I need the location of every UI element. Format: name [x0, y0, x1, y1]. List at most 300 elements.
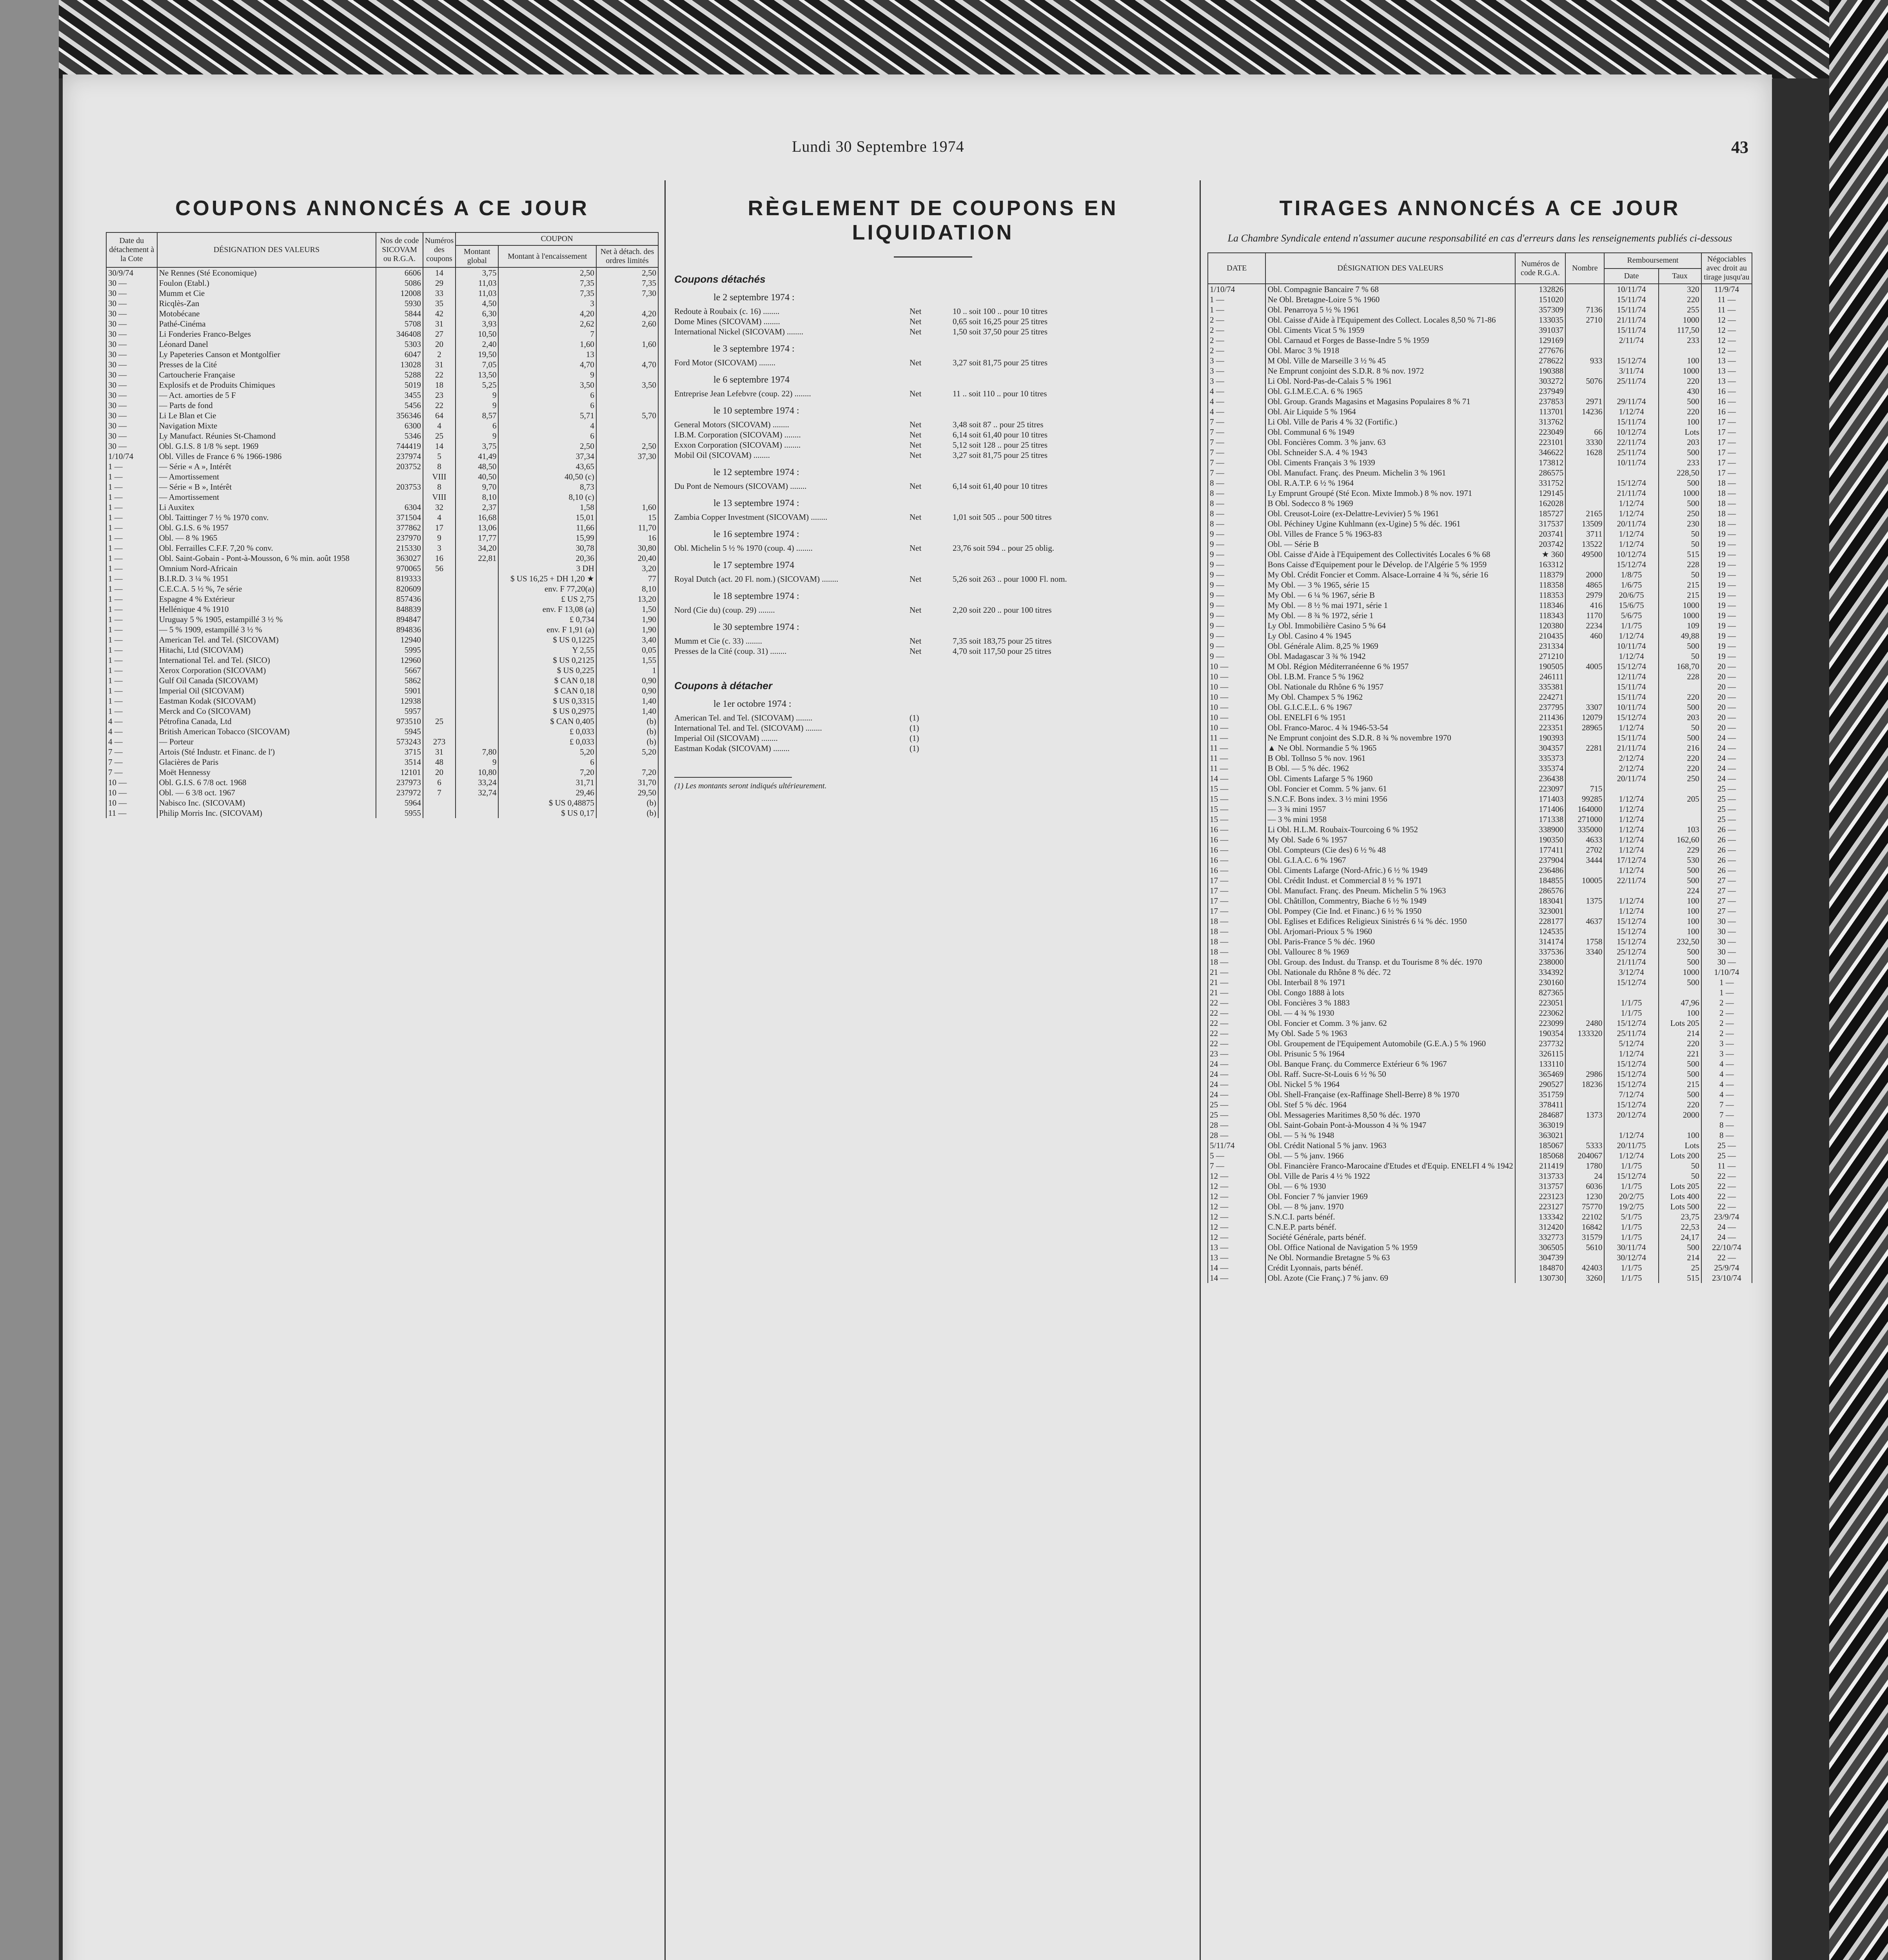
cell-taux: 168,70	[1659, 661, 1701, 671]
table-row	[1208, 1171, 1752, 1181]
cell-net: 3,50	[596, 380, 658, 390]
cell-net	[596, 400, 658, 410]
cell-date: 30 —	[106, 400, 157, 410]
cell-coupon-number: 16	[423, 553, 456, 563]
cell-code: 331752	[1515, 478, 1565, 488]
table-row	[106, 410, 658, 421]
cell-designation: B Obl. Sodecco 8 % 1969	[1265, 498, 1515, 508]
cell-encaissement: 5,20	[498, 747, 596, 757]
table-row	[1208, 743, 1752, 753]
item-amount: 6,14 soit 61,40 pour 10 titres	[953, 481, 1048, 491]
cell-designation: — Act. amorties de 5 F	[157, 390, 376, 400]
table-row	[1208, 1018, 1752, 1028]
cell-remb-date: 1/12/74	[1604, 722, 1658, 733]
table-row	[1208, 356, 1752, 366]
header-code: Nos de code SICOVAM ou R.G.A.	[376, 232, 423, 267]
cell-global: 3,75	[456, 441, 498, 451]
table-row	[1208, 1151, 1752, 1161]
group-date: le 6 septembre 1974	[713, 375, 790, 385]
table-row	[1208, 814, 1752, 824]
cell-encaissement: 9	[498, 370, 596, 380]
cell-designation: — Amortissement	[157, 492, 376, 502]
cell-designation: Hellénique 4 % 1910	[157, 604, 376, 614]
cell-code: 6606	[376, 267, 423, 278]
cell-negociables: 19 —	[1701, 610, 1752, 621]
cell-negociables: 1 —	[1701, 987, 1752, 998]
cell-taux: 500	[1659, 1089, 1701, 1100]
cell-negociables: 17 —	[1701, 437, 1752, 447]
cell-designation: Ne Obl. Bretagne-Loire 5 % 1960	[1265, 294, 1515, 305]
tirages-body	[1208, 284, 1752, 1283]
table-row	[1208, 651, 1752, 661]
cell-date: 18 —	[1208, 947, 1265, 957]
table-row	[1208, 835, 1752, 845]
cell-code: 13028	[376, 359, 423, 370]
cell-taux: 500	[1659, 875, 1701, 886]
cell-designation: Obl. Nickel 5 % 1964	[1265, 1079, 1515, 1089]
cell-negociables: 13 —	[1701, 376, 1752, 386]
cell-net	[596, 461, 658, 472]
cell-taux: 228	[1659, 671, 1701, 682]
cell-taux: 220	[1659, 294, 1701, 305]
table-row	[1208, 1110, 1752, 1120]
cell-negociables: 19 —	[1701, 641, 1752, 651]
cell-remb-date: 10/12/74	[1604, 549, 1658, 559]
cell-code: 223127	[1515, 1201, 1565, 1212]
cell-global	[456, 584, 498, 594]
cell-date: 1/10/74	[1208, 284, 1265, 294]
table-row	[106, 573, 658, 584]
list-item	[674, 388, 1192, 399]
item-name: Nord (Cie du) (coup. 29) ........	[674, 605, 775, 615]
cell-net: 15	[596, 512, 658, 523]
table-row	[1208, 661, 1752, 671]
cell-remb-date: 29/11/74	[1604, 396, 1658, 407]
cell-designation: International Tel. and Tel. (SICO)	[157, 655, 376, 665]
cell-coupon-number	[423, 635, 456, 645]
cell-date: 30 —	[106, 349, 157, 359]
cell-designation: Bons Caisse d'Equipement pour le Dévelop. de l'Algérie 5 % 1959	[1265, 559, 1515, 570]
cell-designation: B Obl. — 5 % déc. 1962	[1265, 763, 1515, 773]
cell-date: 30 —	[106, 359, 157, 370]
cell-designation: Ricqlès-Zan	[157, 298, 376, 309]
cell-taux: 100	[1659, 906, 1701, 916]
cell-code: 211436	[1515, 712, 1565, 722]
cell-nombre: 1375	[1565, 896, 1604, 906]
cell-nombre: 204067	[1565, 1151, 1604, 1161]
item-net: Net	[910, 317, 922, 326]
table-row	[106, 798, 658, 808]
cell-designation: My Obl. Sade 5 % 1963	[1265, 1028, 1515, 1038]
cell-encaissement: £ 0,033	[498, 737, 596, 747]
cell-encaissement: 1,58	[498, 502, 596, 512]
cell-negociables: 11/9/74	[1701, 284, 1752, 294]
cell-global: 7,05	[456, 359, 498, 370]
cell-date: 28 —	[1208, 1130, 1265, 1140]
cell-designation: Obl. Banque Franç. du Commerce Extérieur 6 % 1967	[1265, 1059, 1515, 1069]
coupons-column	[106, 180, 659, 1960]
cell-date: 11 —	[1208, 733, 1265, 743]
cell-taux: 215	[1659, 580, 1701, 590]
cell-date: 22 —	[1208, 1018, 1265, 1028]
cell-code: 278622	[1515, 356, 1565, 366]
cell-net: 2,50	[596, 441, 658, 451]
table-row	[1208, 1089, 1752, 1100]
cell-date: 1 —	[106, 502, 157, 512]
cell-negociables: 25 —	[1701, 804, 1752, 814]
cell-date: 1 —	[106, 686, 157, 696]
cell-date: 18 —	[1208, 936, 1265, 947]
table-row	[1208, 1008, 1752, 1018]
cell-designation: My Obl. — 6 ¼ % 1967, série B	[1265, 590, 1515, 600]
cell-remb-date: 15/12/74	[1604, 1069, 1658, 1079]
cell-date: 9 —	[1208, 631, 1265, 641]
item-net: Net	[910, 389, 922, 398]
cell-negociables: 16 —	[1701, 396, 1752, 407]
cell-date: 12 —	[1208, 1191, 1265, 1201]
group-date: le 2 septembre 1974 :	[713, 292, 795, 303]
cell-code: 130730	[1515, 1273, 1565, 1283]
cell-net: 0,90	[596, 686, 658, 696]
cell-net	[596, 472, 658, 482]
cell-date: 11 —	[1208, 743, 1265, 753]
cell-encaissement: 6	[498, 390, 596, 400]
cell-coupon-number: 17	[423, 523, 456, 533]
cell-nombre: 416	[1565, 600, 1604, 610]
cell-negociables: 12 —	[1701, 315, 1752, 325]
table-row	[1208, 682, 1752, 692]
cell-encaissement: $ CAN 0,405	[498, 716, 596, 726]
cell-negociables: 26 —	[1701, 824, 1752, 835]
list-item	[674, 316, 1192, 327]
cell-designation: British American Tobacco (SICOVAM)	[157, 726, 376, 737]
cell-designation: Obl. Générale Alim. 8,25 % 1969	[1265, 641, 1515, 651]
cell-negociables: 26 —	[1701, 865, 1752, 875]
cell-code: 118346	[1515, 600, 1565, 610]
cell-remb-date: 21/11/74	[1604, 488, 1658, 498]
table-row	[1208, 641, 1752, 651]
cell-designation: Obl. Ciments Vicat 5 % 1959	[1265, 325, 1515, 335]
cell-nombre	[1565, 967, 1604, 977]
list-item	[674, 481, 1192, 491]
table-row	[1208, 1242, 1752, 1252]
cell-date: 24 —	[1208, 1089, 1265, 1100]
cell-designation: S.N.C.F. Bons index. 3 ½ mini 1956	[1265, 794, 1515, 804]
cell-remb-date: 15/11/74	[1604, 305, 1658, 315]
cell-designation: Obl. ENELFI 6 % 1951	[1265, 712, 1515, 722]
table-row	[1208, 763, 1752, 773]
cell-designation: My Obl. Champex 5 % 1962	[1265, 692, 1515, 702]
cell-date: 9 —	[1208, 600, 1265, 610]
cell-taux: 230	[1659, 519, 1701, 529]
cell-remb-date: 3/12/74	[1604, 967, 1658, 977]
cell-date: 9 —	[1208, 529, 1265, 539]
list-item	[674, 327, 1192, 337]
cell-nombre: 271000	[1565, 814, 1604, 824]
cell-designation: M Obl. Région Méditerranéenne 6 % 1957	[1265, 661, 1515, 671]
cell-remb-date: 15/11/74	[1604, 325, 1658, 335]
cell-date: 17 —	[1208, 896, 1265, 906]
table-row	[1208, 977, 1752, 987]
coupons-detaches-heading: Coupons détachés	[674, 273, 766, 285]
cell-designation: Obl. Group. des Indust. du Transp. et du Tourisme 8 % déc. 1970	[1265, 957, 1515, 967]
cell-date: 12 —	[1208, 1201, 1265, 1212]
cell-designation: Obl. — 4 ¾ % 1930	[1265, 1008, 1515, 1018]
cell-taux: 24,17	[1659, 1232, 1701, 1242]
table-row	[106, 614, 658, 624]
cell-code: 203741	[1515, 529, 1565, 539]
cell-date: 9 —	[1208, 580, 1265, 590]
page-binding	[0, 0, 59, 1960]
cell-date: 2 —	[1208, 335, 1265, 345]
cell-remb-date: 12/11/74	[1604, 671, 1658, 682]
cell-designation: Obl. — 6 3/8 oct. 1967	[157, 788, 376, 798]
cell-taux: 220	[1659, 1100, 1701, 1110]
cell-global: 19,50	[456, 349, 498, 359]
cell-code: 171403	[1515, 794, 1565, 804]
cell-nombre: 42403	[1565, 1263, 1604, 1273]
cell-remb-date: 3/11/74	[1604, 366, 1658, 376]
cell-remb-date: 1/1/75	[1604, 621, 1658, 631]
cell-net: 4,20	[596, 309, 658, 319]
cell-code: 304357	[1515, 743, 1565, 753]
cell-remb-date: 15/12/74	[1604, 356, 1658, 366]
table-row	[106, 808, 658, 818]
cell-code: 335373	[1515, 753, 1565, 763]
cell-designation: Uruguay 5 % 1905, estampillé 3 ½ %	[157, 614, 376, 624]
table-row	[106, 309, 658, 319]
item-net: Net	[910, 636, 922, 646]
list-item	[674, 723, 1192, 733]
table-row	[1208, 855, 1752, 865]
cell-remb-date: 1/12/74	[1604, 631, 1658, 641]
cell-designation: — 5 % 1909, estampillé 3 ½ %	[157, 624, 376, 635]
cell-net: 5,20	[596, 747, 658, 757]
cell-global	[456, 665, 498, 675]
cell-code: 237904	[1515, 855, 1565, 865]
cell-code: ★ 360	[1515, 549, 1565, 559]
cell-nombre: 2979	[1565, 590, 1604, 600]
cell-encaissement: $ US 0,1225	[498, 635, 596, 645]
table-row	[1208, 1252, 1752, 1263]
cell-global: 17,77	[456, 533, 498, 543]
cell-date: 1 —	[106, 523, 157, 533]
cell-encaissement: env. F 1,91 (a)	[498, 624, 596, 635]
cell-encaissement: 2,50	[498, 267, 596, 278]
cell-date: 2 —	[1208, 325, 1265, 335]
cell-date: 30 —	[106, 441, 157, 451]
cell-nombre: 5076	[1565, 376, 1604, 386]
cell-designation: C.N.E.P. parts bénéf.	[1265, 1222, 1515, 1232]
cell-code: 184855	[1515, 875, 1565, 886]
cell-negociables: 19 —	[1701, 529, 1752, 539]
cell-date: 15 —	[1208, 794, 1265, 804]
cell-remb-date: 2/12/74	[1604, 763, 1658, 773]
cell-taux: 250	[1659, 773, 1701, 784]
cell-date: 7 —	[1208, 417, 1265, 427]
cell-coupon-number	[423, 584, 456, 594]
table-row	[1208, 610, 1752, 621]
table-row	[1208, 875, 1752, 886]
cell-code: 237972	[376, 788, 423, 798]
header-date: DATE	[1208, 253, 1265, 284]
cell-date: 8 —	[1208, 478, 1265, 488]
cell-taux: 215	[1659, 590, 1701, 600]
cell-code: 190350	[1515, 835, 1565, 845]
item-amount: 3,48 soit 87 .. pour 25 titres	[953, 420, 1044, 429]
cell-taux: 100	[1659, 1130, 1701, 1140]
cell-date: 15 —	[1208, 784, 1265, 794]
list-item	[674, 430, 1192, 440]
table-row	[106, 441, 658, 451]
cell-taux: 515	[1659, 549, 1701, 559]
cell-encaissement: 7,35	[498, 278, 596, 288]
cell-date: 9 —	[1208, 651, 1265, 661]
table-row	[106, 329, 658, 339]
cell-date: 7 —	[1208, 427, 1265, 437]
header-remb-date: Date	[1604, 269, 1658, 284]
cell-code: 5456	[376, 400, 423, 410]
cell-negociables: 17 —	[1701, 447, 1752, 457]
cell-taux: 50	[1659, 651, 1701, 661]
header-designation: DÉSIGNATION DES VALEURS	[157, 232, 376, 267]
cell-taux: Lots 400	[1659, 1191, 1701, 1201]
cell-date: 3 —	[1208, 376, 1265, 386]
cell-remb-date	[1604, 784, 1658, 794]
cell-taux: 100	[1659, 356, 1701, 366]
cell-date: 30 —	[106, 431, 157, 441]
liquidation-column	[674, 180, 1192, 1960]
cell-remb-date: 1/12/74	[1604, 407, 1658, 417]
cell-encaissement: 6	[498, 431, 596, 441]
cell-taux: 50	[1659, 570, 1701, 580]
cell-designation: Obl. Ferrailles C.F.F. 7,20 % conv.	[157, 543, 376, 553]
cell-negociables: 20 —	[1701, 712, 1752, 722]
cell-nombre: 1758	[1565, 936, 1604, 947]
cell-remb-date: 1/1/75	[1604, 1222, 1658, 1232]
cell-net: 16	[596, 533, 658, 543]
cell-date: 7 —	[106, 757, 157, 767]
cell-code: 223049	[1515, 427, 1565, 437]
cell-net: 2,60	[596, 319, 658, 329]
cell-taux: 50	[1659, 722, 1701, 733]
cell-designation: Obl. G.I.S. 6 7/8 oct. 1968	[157, 777, 376, 788]
cell-nombre	[1565, 335, 1604, 345]
cell-code: 271210	[1515, 651, 1565, 661]
cell-code: 894847	[376, 614, 423, 624]
cell-taux: 117,50	[1659, 325, 1701, 335]
cell-designation: Obl. Eglises et Edifices Religieux Sinistrés 6 ¼ % déc. 1950	[1265, 916, 1515, 926]
cell-negociables: 24 —	[1701, 1222, 1752, 1232]
cell-date: 9 —	[1208, 570, 1265, 580]
cell-net: 1,50	[596, 604, 658, 614]
cell-designation: — Porteur	[157, 737, 376, 747]
cell-designation: Obl. Carnaud et Forges de Basse-Indre 5 % 1959	[1265, 335, 1515, 345]
cell-date: 17 —	[1208, 886, 1265, 896]
cell-code: 277676	[1515, 345, 1565, 356]
cell-designation: ▲ Ne Obl. Normandie 5 % 1965	[1265, 743, 1515, 753]
cell-nombre	[1565, 773, 1604, 784]
cell-coupon-number: 33	[423, 288, 456, 298]
cell-nombre: 933	[1565, 356, 1604, 366]
cell-designation: Obl. Paris-France 5 % déc. 1960	[1265, 936, 1515, 947]
cell-remb-date: 15/12/74	[1604, 1059, 1658, 1069]
cell-encaissement: $ US 16,25 + DH 1,20 ★	[498, 573, 596, 584]
item-net: Net	[910, 605, 922, 615]
cell-code: 203753	[376, 482, 423, 492]
cell-remb-date	[1604, 1120, 1658, 1130]
cell-remb-date: 25/11/74	[1604, 1028, 1658, 1038]
cell-negociables: 1 —	[1701, 977, 1752, 987]
cell-code: 5019	[376, 380, 423, 390]
cell-encaissement: env. F 77,20(a)	[498, 584, 596, 594]
cell-designation: Obl. Taittinger 7 ½ % 1970 conv.	[157, 512, 376, 523]
cell-code: 286576	[1515, 886, 1565, 896]
cell-remb-date: 15/11/74	[1604, 417, 1658, 427]
cell-code: 3715	[376, 747, 423, 757]
cell-date: 12 —	[1208, 1171, 1265, 1181]
cell-code: 5667	[376, 665, 423, 675]
item-name: Imperial Oil (SICOVAM) ........	[674, 733, 778, 743]
cell-negociables: 20 —	[1701, 671, 1752, 682]
table-row	[106, 359, 658, 370]
cell-taux: 100	[1659, 896, 1701, 906]
cell-negociables: 13 —	[1701, 366, 1752, 376]
cell-remb-date: 1/1/75	[1604, 1263, 1658, 1273]
cell-remb-date: 1/6/75	[1604, 580, 1658, 590]
cell-nombre	[1565, 998, 1604, 1008]
cell-taux	[1659, 682, 1701, 692]
cell-date: 8 —	[1208, 519, 1265, 529]
cell-negociables: 26 —	[1701, 855, 1752, 865]
cell-net: 77	[596, 573, 658, 584]
cell-negociables: 20 —	[1701, 692, 1752, 702]
cell-designation: Obl. Pompey (Cie Ind. et Financ.) 6 ½ % 1950	[1265, 906, 1515, 916]
cell-designation: Obl. R.A.T.P. 6 ½ % 1964	[1265, 478, 1515, 488]
cell-designation: Obl. Saint-Gobain - Pont-à-Mousson, 6 % min. août 1958	[157, 553, 376, 563]
cell-code: 6300	[376, 421, 423, 431]
table-row	[1208, 376, 1752, 386]
table-row	[1208, 559, 1752, 570]
list-item	[674, 646, 1192, 656]
cell-remb-date: 21/11/74	[1604, 743, 1658, 753]
note-rule	[674, 777, 792, 778]
cell-encaissement: 5,71	[498, 410, 596, 421]
table-row	[1208, 529, 1752, 539]
cell-coupon-number	[423, 706, 456, 716]
cell-nombre: 3444	[1565, 855, 1604, 865]
cell-remb-date: 15/12/74	[1604, 661, 1658, 671]
cell-code	[376, 492, 423, 502]
marbled-cover-right	[1829, 0, 1888, 1960]
cell-negociables: 22 —	[1701, 1252, 1752, 1263]
cell-date: 16 —	[1208, 824, 1265, 835]
item-name: Du Pont de Nemours (SICOVAM) ........	[674, 481, 807, 491]
cell-remb-date: 15/12/74	[1604, 1018, 1658, 1028]
table-row	[1208, 1028, 1752, 1038]
table-row	[106, 370, 658, 380]
cell-code: 223051	[1515, 998, 1565, 1008]
table-row	[106, 512, 658, 523]
table-row	[1208, 478, 1752, 488]
cell-code: 12960	[376, 655, 423, 665]
cell-net: 1,60	[596, 339, 658, 349]
cell-code: 5901	[376, 686, 423, 696]
page-number: 43	[1731, 138, 1748, 157]
cell-net: 7,20	[596, 767, 658, 777]
cell-remb-date: 15/12/74	[1604, 1100, 1658, 1110]
cell-coupon-number: 31	[423, 747, 456, 757]
